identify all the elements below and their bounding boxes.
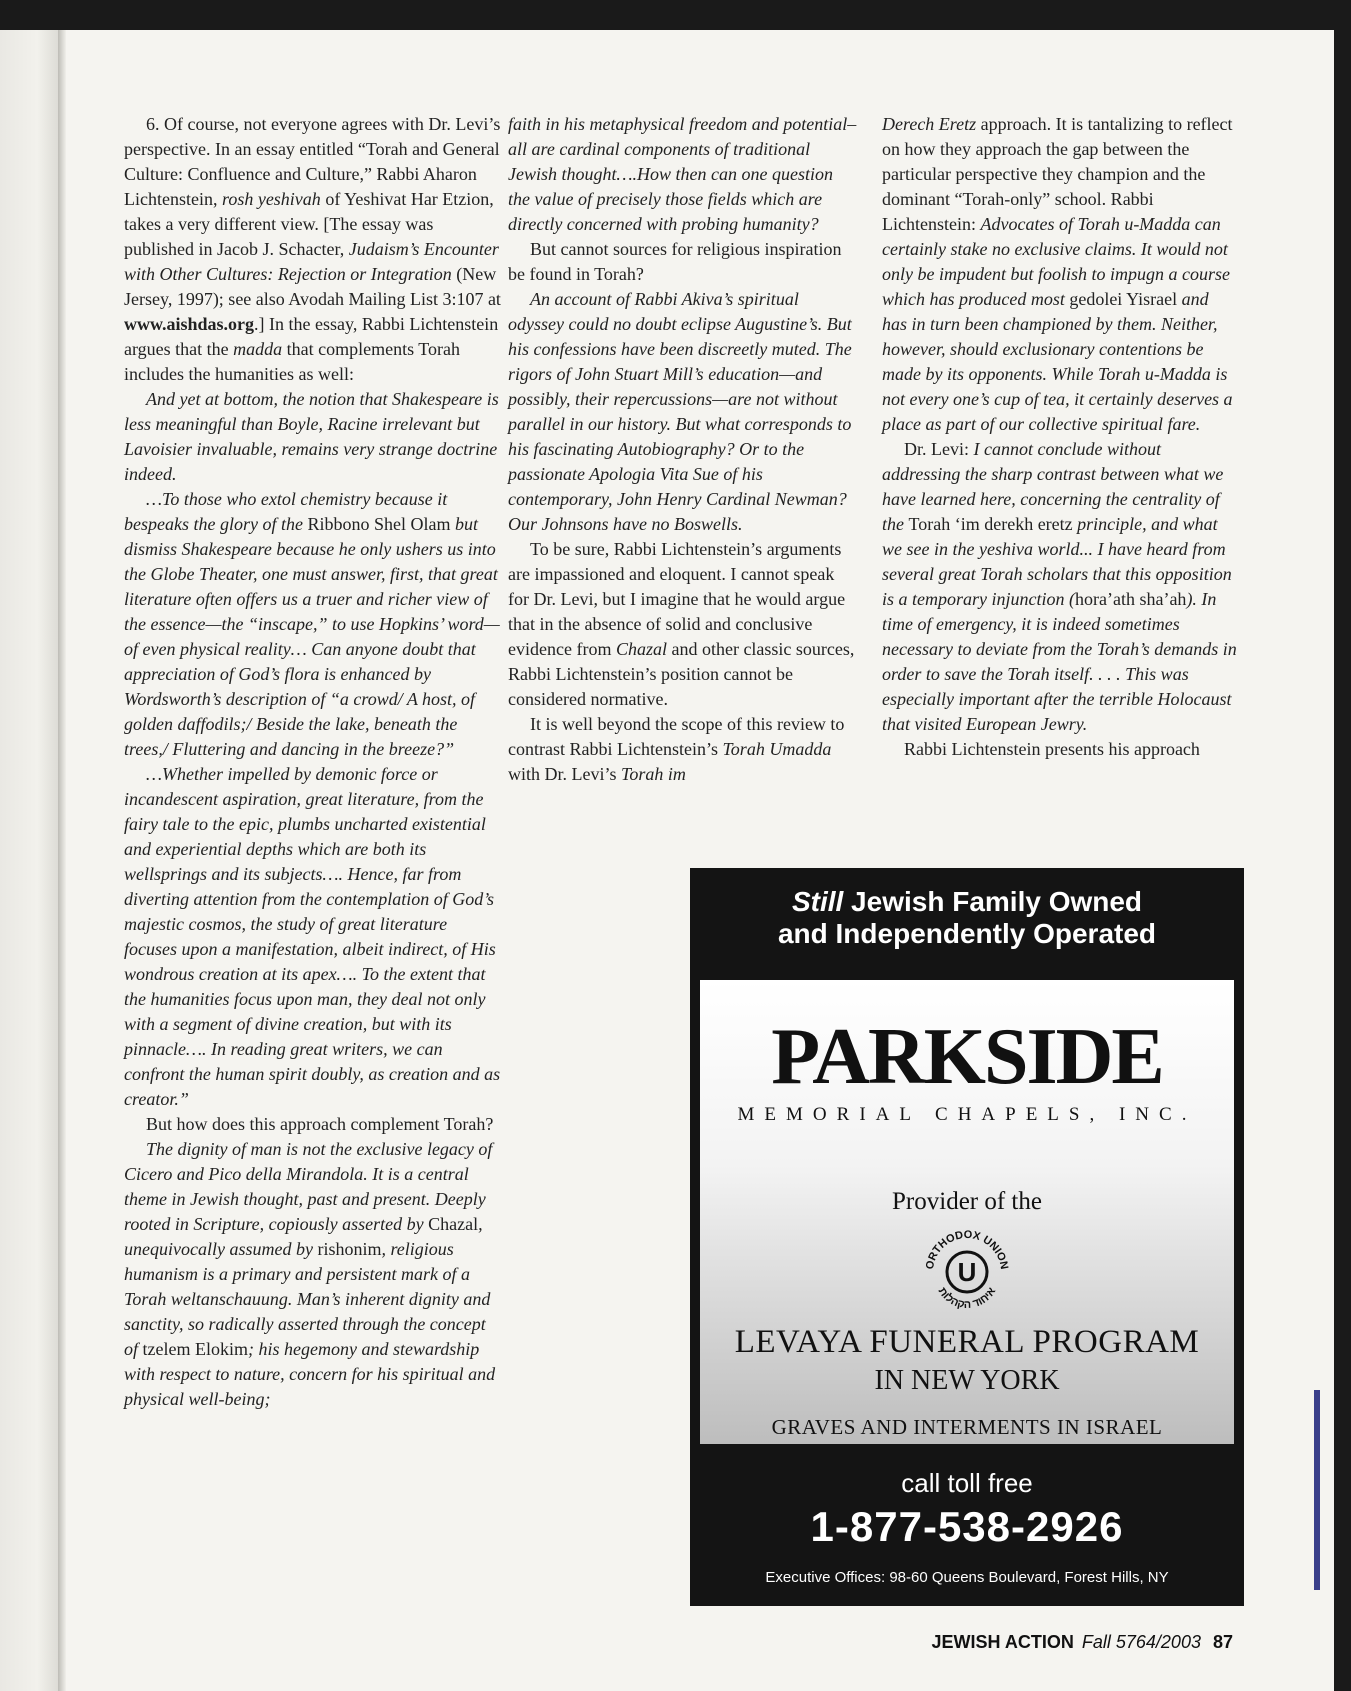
ou-seal-icon	[919, 1224, 1015, 1320]
edge-mark	[1314, 1390, 1320, 1590]
quote: The dignity of man is not the exclusive legacy of Cicero and Pico della Mirandola. It is a central theme in Jewish thought, past and present. Deeply rooted in Scripture, copiously asserted by Chazal, unequivocally assumed by rishonim, religious humanism is a primary and persistent mark of a Torah weltanschauung. Man’s inherent dignity and sanctity, so radically asserted through the concept of tzelem Elokim; his hegemony and stewardship with respect to nature, concern for his spiritual and physical well-being;	[124, 1139, 496, 1409]
quote: …To those who extol chemistry because it bespeaks the glory of the Ribbono Shel Olam but dismiss Shakespeare because he only ushers us into the Globe Theater, one must answer, first, that great literature often offers us a truer and richer view of the essence—the “inscape,” to use Hopkins’ word—of even physical reality… Can anyone doubt that appreciation of God’s flora is enhanced by Wordsworth’s description of “a crowd/ A host, of golden daffodils;/ Beside the lake, beneath the trees,/ Fluttering and dancing in the breeze?”	[124, 489, 500, 759]
page-footer	[932, 1632, 1233, 1653]
paragraph: 6. Of course, not everyone agrees with Dr. Levi’s perspective. In an essay entitled “Torah and General Culture: Confluence and Culture,” Rabbi Aharon Lichtenstein, rosh yeshivah of Yeshivat Har Etzion, takes a very different view. [The essay was published in Jacob J. Schacter, Judaism’s Encounter with Other Cultures: Rejection or Integration (New Jersey, 1997); see also Avodah Mailing List 3:107 at www.aishdas.org.] In the essay, Rabbi Lichtenstein argues that the madda that complements Torah includes the humanities as well:	[124, 114, 501, 384]
svg-text:איחוד הקהלות: איחוד הקהלות	[935, 1285, 999, 1312]
url-link[interactable]: www.aishdas.org	[124, 314, 255, 334]
brand-subtitle: MEMORIAL CHAPELS, INC.	[737, 1104, 1197, 1125]
ad-header: Still Jewish Family Owned and Independently Operated	[777, 886, 1157, 949]
program-subtitle: GRAVES AND INTERMENTS IN ISRAEL	[771, 1415, 1163, 1439]
issue-label: Fall 5764/2003	[1081, 1632, 1201, 1652]
paragraph: Dr. Levi: I cannot conclude without addressing the sharp contrast between what we have learned here, concerning the centrality of the Torah ‘im derekh eretz principle, and what we see in the yeshiva world... I have heard from several great Torah scholars that this opposition is a temporary injunction (hora’ath sha’ah). In time of emergency, it is indeed sometimes necessary to deviate from the Torah’s demands in order to save the Torah itself. . . . This was especially important after the terrible Holocaust that visited European Jewry.	[882, 439, 1237, 734]
ad-body	[700, 980, 1234, 1444]
office-address: Executive Offices: 98-60 Queens Boulevard, Forest Hills, NY	[765, 1569, 1169, 1586]
quote: …Whether impelled by demonic force or incandescent aspiration, great literature, from the fairy tale to the epic, plumbs uncharted existential and experiential depths which are both its wellsprings and its subjects…. Hence, far from diverting attention from the contemplation of God’s majestic cosmos, the study of great literature focuses upon a manifestation, albeit indirect, of His wondrous creation at its apex…. To the extent that the humanities focus upon man, they deal not only with a segment of divine creation, but with its pinnacle…. In reading great writers, we can confront the human spirit doubly, as creation and as creator.”	[124, 764, 501, 1109]
paragraph: Rabbi Lichtenstein presents his approach	[904, 739, 1200, 759]
magazine-name: JEWISH ACTION	[931, 1632, 1074, 1652]
article-column-3	[882, 112, 1238, 762]
provider-text: Provider of the	[892, 1188, 1042, 1215]
paragraph: It is well beyond the scope of this review to contrast Rabbi Lichtenstein’s Torah Umadda with Dr. Levi’s Torah im	[508, 714, 845, 784]
brand-name: PARKSIDE	[771, 1013, 1163, 1101]
quote: And yet at bottom, the notion that Shakespeare is less meaningful than Boyle, Racine irrelevant but Lavoisier invaluable, remains very strange doctrine indeed.	[124, 389, 499, 484]
svg-text:ORTHODOX UNION: ORTHODOX UNION	[923, 1228, 1011, 1271]
call-label: call toll free	[901, 1468, 1033, 1498]
phone-number[interactable]: 1-877-538-2926	[810, 1503, 1124, 1550]
ad-contact	[690, 1444, 1244, 1606]
program-location: IN NEW YORK	[874, 1365, 1060, 1396]
paragraph: But how does this approach complement Torah?	[146, 1114, 494, 1134]
page-number: 87	[1212, 1632, 1233, 1652]
program-title: LEVAYA FUNERAL PROGRAM	[734, 1324, 1200, 1360]
article-column-1	[124, 112, 502, 1412]
left-page-edge	[0, 30, 62, 1691]
quote: faith in his metaphysical freedom and potential–all are cardinal components of traditional Jewish thought….How then can one question the value of precisely those fields which are directly concerned with probing humanity?	[508, 114, 857, 234]
quote: An account of Rabbi Akiva’s spiritual odyssey could no doubt eclipse Augustine’s. But his confessions have been discreetly muted. The rigors of John Stuart Mill’s education—and possibly, their repercussions—are not without parallel in our history. But what corresponds to his fascinating Autobiography? Or to the passionate Apologia Vita Sue of his contemporary, John Henry Cardinal Newman? Our Johnsons have no Boswells.	[508, 289, 852, 534]
paragraph: To be sure, Rabbi Lichtenstein’s arguments are impassioned and eloquent. I cannot speak for Dr. Levi, but I imagine that he would argue that in the absence of solid and conclusive evidence from Chazal and other classic sources, Rabbi Lichtenstein’s position cannot be considered normative.	[508, 539, 855, 709]
page-spine	[58, 30, 66, 1691]
parkside-advertisement	[690, 868, 1244, 1606]
paragraph: But cannot sources for religious inspiration be found in Torah?	[508, 239, 842, 284]
article-column-2	[508, 112, 858, 787]
paragraph: Derech Eretz approach. It is tantalizing to reflect on how they approach the gap between the particular perspective they champion and the dominant “Torah-only” school. Rabbi Lichtenstein: Advocates of Torah u-Madda can certainly stake no exclusive claims. It would not only be impudent but foolish to impugn a course which has produced most gedolei Yisrael and has in turn been championed by them. Neither, however, should exclusionary contentions be made by its opponents. While Torah u-Madda is not every one’s cup of tea, it certainly deserves a place as part of our collective spiritual fare.	[882, 114, 1233, 434]
svg-text:U: U	[957, 1257, 977, 1287]
